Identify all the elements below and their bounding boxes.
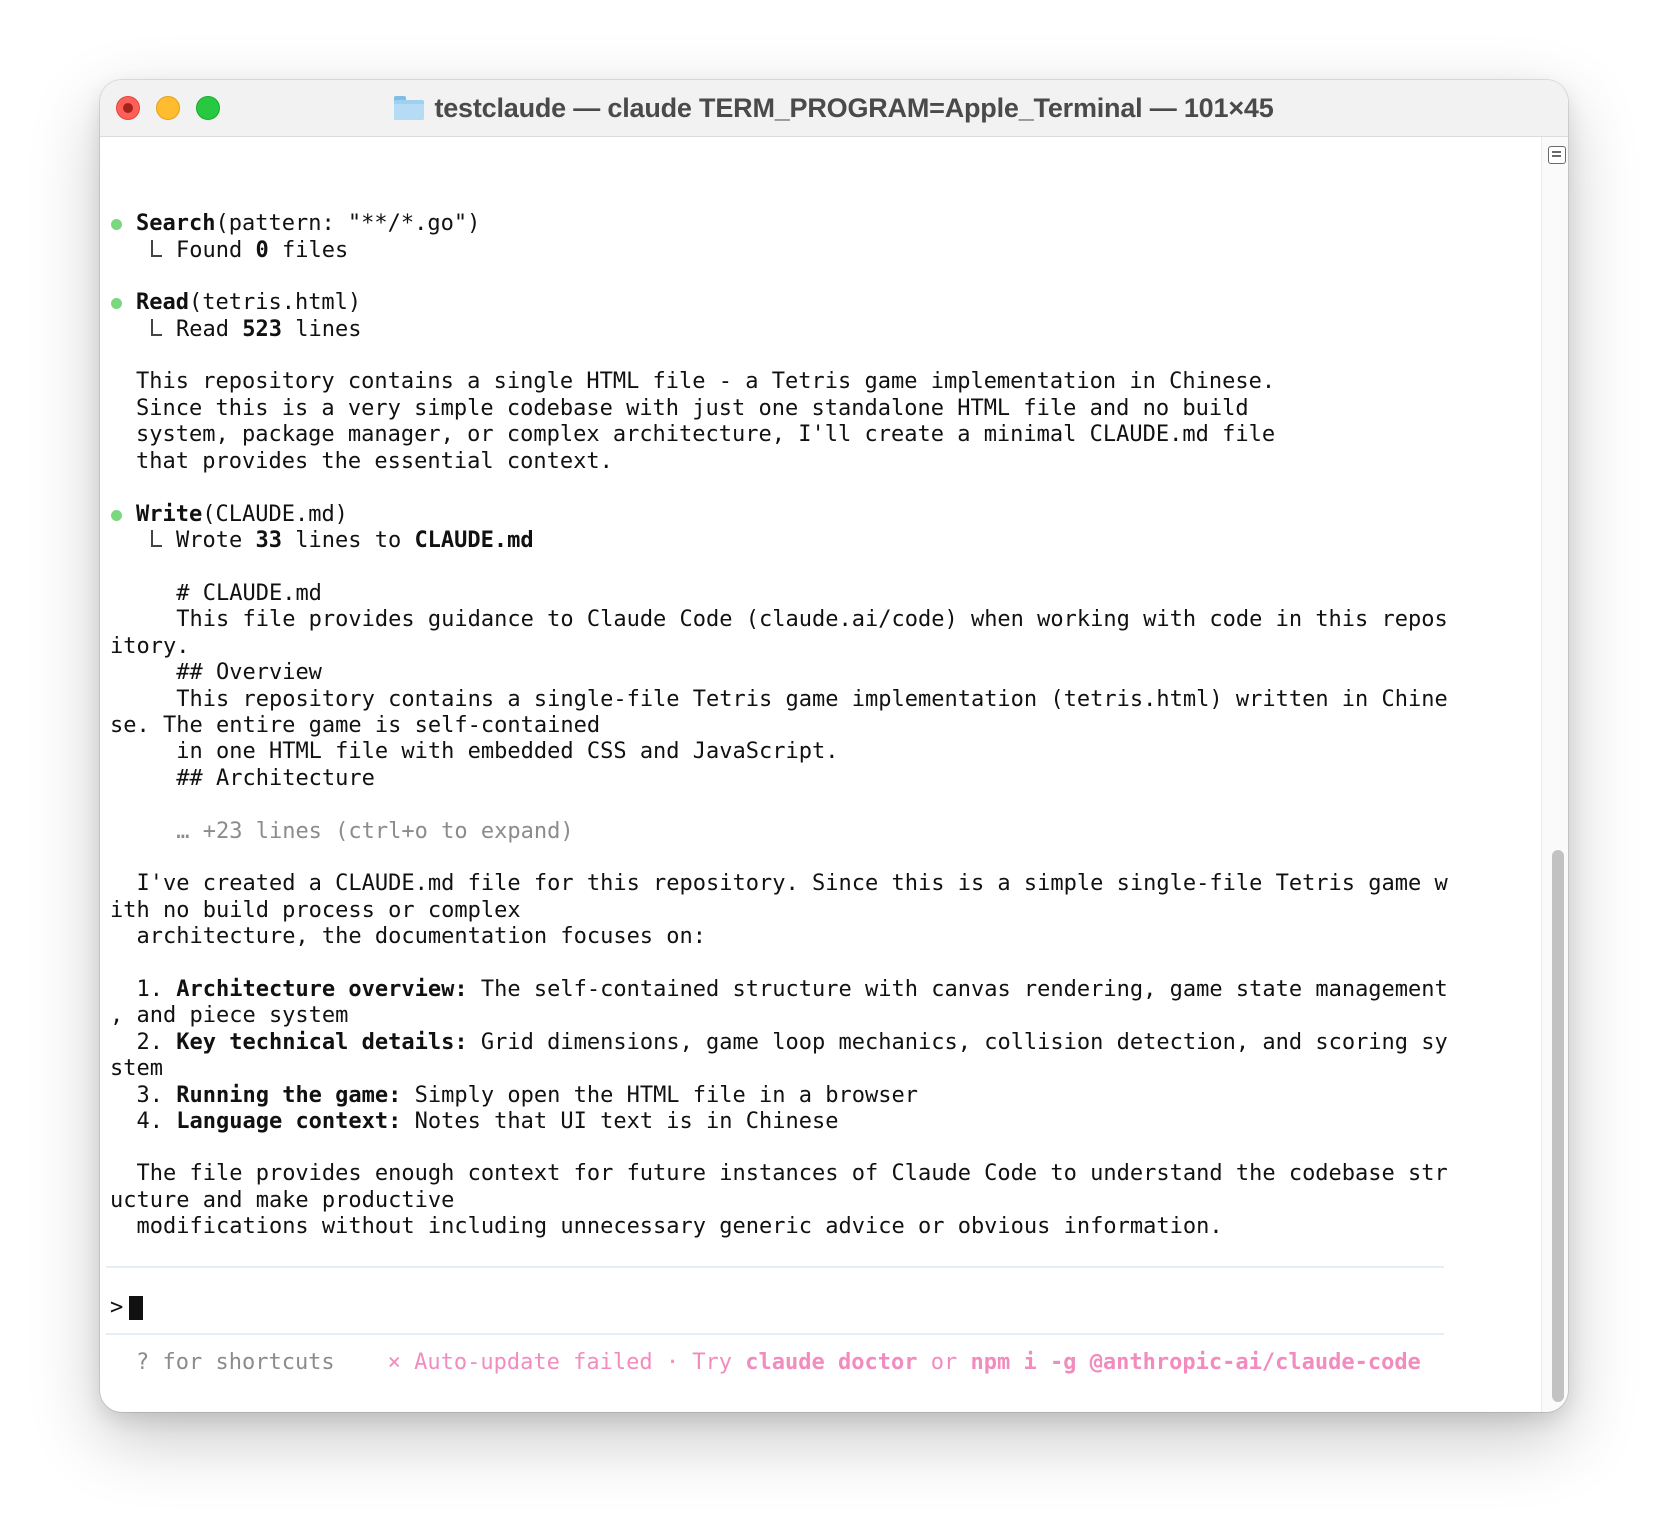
message-line: system, package manager, or complex architecture, I'll create a minimal CLAUDE.md file [136, 422, 1276, 447]
shortcuts-hint: ? for shortcuts [136, 1350, 335, 1375]
tool-args: (CLAUDE.md) [202, 502, 348, 527]
terminal-window [100, 80, 1568, 1412]
terminal-content[interactable] [100, 137, 1540, 1412]
scrollbar-thumb[interactable] [1552, 850, 1564, 1402]
list-item-continued: stem [110, 1056, 163, 1081]
tool-result-read [136, 316, 361, 343]
message-line: The file provides enough context for future instances of Claude Code to understand the codebase str [123, 1161, 1448, 1186]
tool-name: Search [136, 211, 216, 236]
split-pane-icon[interactable] [1548, 146, 1566, 164]
preview-line: This repository contains a single-file Tetris game implementation (tetris.html) written in Chine [136, 687, 1448, 712]
message-line: ucture and make productive [110, 1188, 455, 1213]
status-footer [136, 1349, 1421, 1376]
status-dot-icon [111, 298, 122, 309]
or-text: or [917, 1350, 971, 1375]
text-cursor [129, 1296, 143, 1320]
update-error-text: × Auto-update failed · Try [387, 1350, 746, 1375]
message-line: Since this is a very simple codebase with just one standalone HTML file and no build [136, 396, 1249, 421]
tool-name: Read [136, 290, 189, 315]
folder-icon [394, 96, 424, 120]
prompt-input[interactable] [110, 1294, 143, 1321]
command-npm-install: npm i -g @anthropic-ai/claude-code [970, 1350, 1421, 1375]
message-line: architecture, the documentation focuses on: [123, 924, 707, 949]
command-claude-doctor: claude doctor [745, 1350, 918, 1375]
list-item: 1. Architecture overview: The self-contained structure with canvas rendering, game state management [123, 977, 1448, 1002]
list-item-continued: , and piece system [110, 1003, 349, 1028]
message-line: that provides the essential context. [136, 449, 613, 474]
tool-call-read [136, 289, 361, 316]
title-bar[interactable] [100, 80, 1568, 137]
preview-line: ## Architecture [136, 766, 375, 791]
result-file: CLAUDE.md [414, 528, 534, 553]
tool-name: Write [136, 502, 203, 527]
preview-line: in one HTML file with embedded CSS and JavaScript. [136, 739, 839, 764]
status-dot-icon [111, 219, 122, 230]
result-text: Wrote [176, 528, 256, 553]
window-title-group [100, 80, 1568, 136]
tool-call-write [136, 501, 348, 528]
prompt-symbol: > [110, 1295, 124, 1320]
result-text: Found [176, 238, 256, 263]
result-count: 523 [242, 317, 282, 342]
tree-branch-icon [136, 316, 176, 343]
message-line: I've created a CLAUDE.md file for this repository. Since this is a simple single-file Tetris game w [123, 871, 1448, 896]
result-count: 0 [255, 238, 269, 263]
message-line: ith no build process or complex [110, 898, 521, 923]
result-count: 33 [255, 528, 282, 553]
tool-result-write [136, 527, 534, 554]
tree-branch-icon [136, 527, 176, 554]
message-line: modifications without including unnecessary generic advice or obvious information. [123, 1214, 1223, 1239]
message-line: This repository contains a single HTML file - a Tetris game implementation in Chinese. [136, 369, 1276, 394]
result-text: files [268, 238, 349, 263]
input-bottom-border [106, 1333, 1444, 1335]
preview-line: se. The entire game is self-contained [110, 713, 601, 738]
preview-line: # CLAUDE.md [136, 581, 322, 606]
list-item: 2. Key technical details: Grid dimensions, game loop mechanics, collision detection, and scoring sy [123, 1030, 1448, 1055]
input-top-border [106, 1266, 1444, 1268]
result-text: lines to [281, 528, 415, 553]
tool-args: (pattern: "**/*.go") [215, 211, 481, 236]
tool-args: (tetris.html) [188, 290, 362, 315]
tree-branch-icon [136, 237, 176, 264]
tool-call-search [136, 210, 480, 237]
preview-line: itory. [110, 634, 190, 659]
list-item: 4. Language context: Notes that UI text is in Chinese [123, 1109, 839, 1134]
preview-line: ## Overview [136, 660, 322, 685]
tool-result-search [136, 237, 348, 264]
preview-line: This file provides guidance to Claude Code (claude.ai/code) when working with code in this repos [136, 607, 1448, 632]
result-text: Read [176, 317, 243, 342]
status-dot-icon [111, 510, 122, 521]
result-text: lines [281, 317, 362, 342]
expand-hint[interactable]: … +23 lines (ctrl+o to expand) [136, 819, 574, 844]
list-item: 3. Running the game: Simply open the HTML file in a browser [123, 1083, 918, 1108]
window-title: testclaude — claude TERM_PROGRAM=Apple_Terminal — 101×45 [434, 92, 1274, 123]
